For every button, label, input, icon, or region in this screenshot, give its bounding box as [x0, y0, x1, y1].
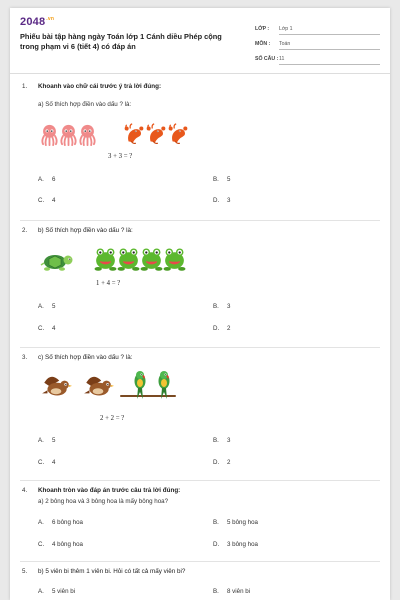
option-a[interactable]: A. 5 viên bi: [38, 588, 76, 595]
brown-bird-icon: [82, 374, 114, 400]
option-c[interactable]: C. 4 bông hoa: [38, 541, 83, 548]
question-number: 5.: [22, 568, 28, 575]
shrimp-icon: [123, 122, 145, 146]
shrimp-icon: [167, 122, 189, 146]
question-number: 3.: [22, 354, 28, 361]
question-sub: a) 2 bông hoa và 3 bông hoa là mấy bông hoa?: [38, 498, 169, 505]
question-number: 1.: [22, 83, 28, 90]
turtle-icon: [40, 250, 74, 272]
frog-icon: [140, 247, 163, 272]
option-d[interactable]: D. 2: [213, 459, 231, 466]
question-3-illustration: [40, 370, 172, 400]
option-b[interactable]: B. 5: [213, 176, 231, 183]
meta-row-class: LỚP : Lớp 1: [255, 22, 380, 37]
question-title: Khoanh tròn vào đáp án trước câu trả lời đúng:: [38, 487, 181, 494]
option-c[interactable]: C. 4: [38, 325, 56, 332]
option-d[interactable]: D. 3: [213, 197, 231, 204]
option-a[interactable]: A. 6 bông hoa: [38, 519, 83, 526]
question-separator: [20, 220, 380, 221]
option-c[interactable]: C. 4: [38, 197, 56, 204]
equation: 2 + 2 = ?: [100, 415, 125, 422]
question-title: b) 5 viên bi thêm 1 viên bi. Hỏi có tất cả mấy viên bi?: [38, 568, 186, 575]
worksheet-header: [20, 16, 380, 78]
meta-row-subject: MÔN : Toán: [255, 37, 380, 52]
meta-info: [255, 22, 380, 67]
question-title: Khoanh vào chữ cái trước ý trả lời đúng:: [38, 83, 162, 90]
option-b[interactable]: B. 3: [213, 437, 231, 444]
option-d[interactable]: D. 2: [213, 325, 231, 332]
question-separator: [20, 561, 380, 562]
parrot-icon: [132, 370, 148, 400]
option-c[interactable]: C. 4: [38, 459, 56, 466]
option-a[interactable]: A. 6: [38, 176, 56, 183]
worksheet-page: [10, 8, 390, 600]
octopus-icon: [59, 124, 78, 146]
equation: 1 + 4 = ?: [96, 280, 121, 287]
parrot-icon: [156, 370, 172, 400]
question-number: 4.: [22, 487, 28, 494]
document-title: Phiếu bài tập hàng ngày Toán lớp 1 Cánh diều Phép cộng trong phạm vi 6 (tiết 4) có đáp án: [20, 32, 222, 51]
option-b[interactable]: B. 3: [213, 303, 231, 310]
question-separator: [20, 347, 380, 348]
frog-icon: [117, 247, 140, 272]
shrimp-icon: [145, 122, 167, 146]
question-1-illustration: [40, 122, 189, 146]
site-logo[interactable]: $2048^{.vn}$: [20, 16, 55, 28]
option-a[interactable]: A. 5: [38, 437, 56, 444]
frog-icon: [163, 247, 186, 272]
octopus-icon: [78, 124, 97, 146]
meta-row-count: SỐ CÂU : 11: [255, 52, 380, 67]
question-sub: a) Số thích hợp điền vào dấu ? là:: [38, 101, 132, 108]
octopus-icon: [40, 124, 59, 146]
question-title: c) Số thích hợp điền vào dấu ? là:: [38, 354, 133, 361]
question-title: b) Số thích hợp điền vào dấu ? là:: [38, 227, 133, 234]
frog-icon: [94, 247, 117, 272]
equation: 3 + 3 = ?: [108, 153, 133, 160]
header-divider: [10, 73, 390, 74]
option-a[interactable]: A. 5: [38, 303, 56, 310]
option-b[interactable]: B. 8 viên bi: [213, 588, 251, 595]
brown-bird-icon: [40, 374, 72, 400]
option-d[interactable]: D. 3 bông hoa: [213, 541, 258, 548]
option-b[interactable]: B. 5 bông hoa: [213, 519, 258, 526]
question-number: 2.: [22, 227, 28, 234]
question-2-illustration: [40, 247, 186, 272]
question-separator: [20, 480, 380, 481]
